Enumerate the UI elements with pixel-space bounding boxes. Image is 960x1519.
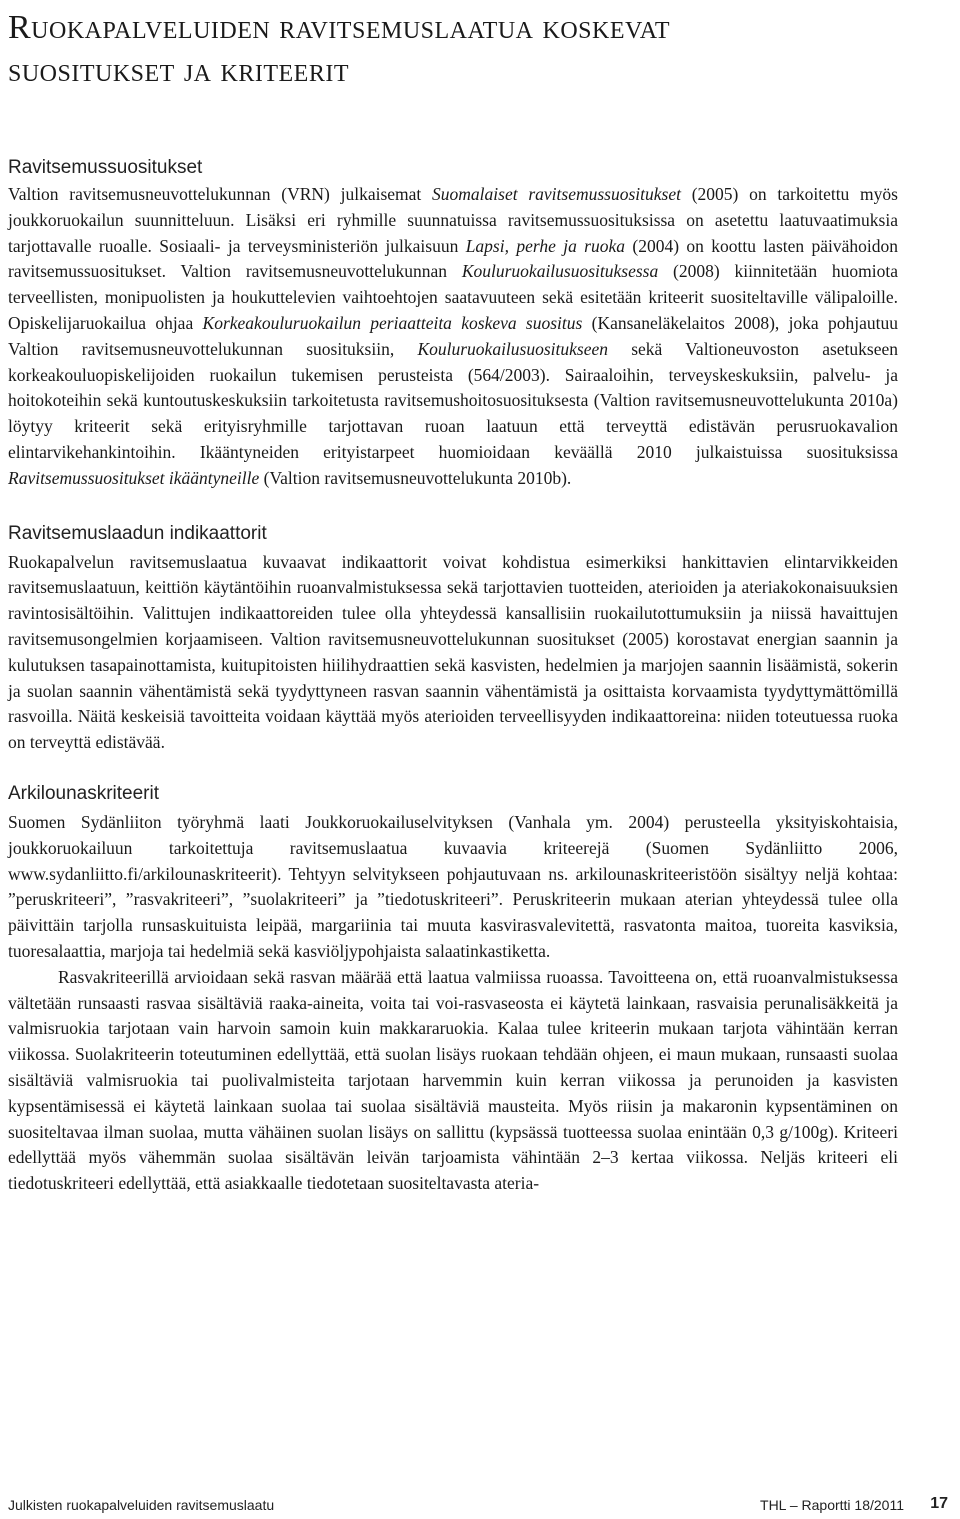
page-title <box>8 0 898 92</box>
italic-title-run: Kouluruokailusuositukseen <box>417 338 608 359</box>
text-run: (2008) kiinnitetään huomiota terveellisten, monipuolisten ja houkuttelevien vaihtoehtojen saatavuuteen sekä esitetään kriteerit suositeltaville välipaloille. Opiskelijaruokailua ohjaa <box>8 261 899 333</box>
section-paragraph <box>8 810 898 965</box>
section-ravitsemuslaadun-indikaattorit <box>8 522 898 756</box>
text-run: (2005) on tarkoitettu myös joukkoruokailun suunnitteluun. Lisäksi eri ryhmille suunnatuissa ravitsemussuosituksissa on asetettu laatuvaatimuksia tarjottavalle ruoalle. Sosiaali- ja terveysministeriön julkaisuun <box>8 184 898 256</box>
page-number: 17 <box>930 1495 948 1512</box>
section-heading: Arkilounaskriteerit <box>8 782 159 804</box>
document-page <box>8 0 898 1197</box>
text-run: Suomen Sydänliiton työryhmä laati Joukkoruokailuselvityksen (Vanhala ym. 2004) perusteella yksityiskohtaisia, joukkoruokailuun tarkoitettuja ravitsemuslaatua kuvaavia kriteerejä (Suomen Sydänliitto 2006, www.sydanliitto.fi/arkilounaskriteerit). Tehtyyn selvitykseen pohjautuvaan ns. arkilounaskriteeristöön sisältyy neljä kohtaa: ”peruskriteeri”, ”rasvakriteeri”, ”suolakriteeri” ja ”tiedotuskriteeri”. Peruskriteerin mukaan aterian yhteydessä tulee olla päivittäin tarjolla runsaskuituista leipää, margariinia tai muuta kasvirasvalevitettä, rasvatonta maitoa, tuoreita kasviksia, tuoresalaattia, marjoja tai hedelmiä sekä kasviöljypohjaista salaatinkastiketta. <box>8 811 898 961</box>
italic-title-run: Kouluruokailusuosituksessa <box>461 261 659 282</box>
section-ravitsemussuositukset <box>8 156 898 492</box>
text-run: Valtion ravitsemusneuvottelukunnan (VRN) julkaisemat <box>8 184 433 204</box>
text-run: (Valtion ravitsemusneuvottelukunta 2010b). <box>259 467 572 488</box>
text-run: sekä Valtioneuvoston asetukseen korkeakouluopiskelijoiden ruokailun tukemisen perusteista (564/2003). Sairaaloihin, terveyskeskuksiin, palvelu- ja hoitokoteihin sekä kuntoutuskeskuksiin tarkoitetusta ravitsemushoitosuosituksesta (Valtion ravitsemusneuvottelukunta 2010a) löytyy kriteerit sekä erityisryhmille tarjottavan ruoan laatuun että terveyttä edistävän perusruokavalion elintarvikehankintoihin. Ikääntyneiden erityistarpeet huomioidaan keväällä 2010 julkaistuissa suosituksissa <box>8 338 899 462</box>
text-run: (Kansaneläkelaitos 2008), joka pohjautuu Valtion ravitsemusneuvottelukunnan suosituksiin, <box>8 312 898 359</box>
italic-title-run: Korkeakouluruokailun periaatteita koskeva suositus <box>202 312 583 333</box>
section-paragraph <box>8 965 898 1197</box>
page-title-line-1: Ruokapalveluiden ravitsemuslaatua koskevat <box>8 9 671 46</box>
italic-title-run: Lapsi, perhe ja ruoka <box>465 235 626 256</box>
italic-title-run: Ravitsemussuositukset ikääntyneille <box>8 467 260 488</box>
section-heading: Ravitsemussuositukset <box>8 157 203 178</box>
text-run: Ruokapalvelun ravitsemuslaatua kuvaavat indikaattorit voivat kohdistua esimerkiksi hankittavien elintarvikkeiden ravitsemuslaatuun, keittiön käytäntöihin ruoanvalmistuksessa sekä tarjottavien tuotteiden, aterioiden ja ateriakokonaisuuksien ravintosisältöihin. Valittujen indikaattoreiden tulee olla yhteydessä kansallisiin ruokailutottumuksiin ja niissä havaittujen ravitsemusongelmien korjaamiseen. Valtion ravitsemusneuvottelukunnan suositukset (2005) korostavat energian saannin ja kulutuksen tasapainottamista, kuitupitoisten hiilihydraattien sekä kasvisten, hedelmien ja marjojen saannin lisäämistä, sokerin ja suolan saannin vähentämistä sekä tyydyttyneen rasvan saannin vähentämistä ja osittaista korvaamista tyydyttymättömillä rasvoilla. Näitä keskeisiä tavoitteita voidaan käyttää myös aterioiden terveellisyyden indikaattoreina: niiden toteutuessa ruoka on terveyttä edistävää. <box>8 551 898 753</box>
section-paragraph <box>8 550 898 756</box>
footer-report-number: THL – Raportti 18/2011 <box>760 1497 904 1513</box>
page-footer <box>8 1497 948 1519</box>
text-run: Rasvakriteerillä arvioidaan sekä rasvan määrää että laatua valmiissa ruoassa. Tavoitteena on, että ruoanvalmistuksessa vältetään runsaasti rasvaa sisältäviä raaka-aineita, voita tai voi-rasvaseosta ei käytetä lainkaan, rasvaisia perunalisäkkeitä ja valmisruokia tarjotaan vain harvoin samoin kuin makkararuokia. Kalaa tulee kriteerin mukaan tarjota vähintään kerran viikossa. Suolakriteerin toteutuminen edellyttää, että suolan lisäys ruokaan tehdään ohjeen, ei maun mukaan, runsaasti suolaa sisältäviä valmisruokia tai puolivalmisteita tarjotaan harvemmin kuin kerran viikossa ja perunoiden ja kasvisten kypsentämisessä ei käytetä lainkaan suolaa tai suolaa sisältäviä mausteita. Myös riisin ja makaronin kypsentäminen on suositeltavaa ilman suolaa, mutta vähäinen suolan lisäys on sallittu (kypsässä tuotteessa suolaa enintään 0,3 g/100g). Kriteeri edellyttää myös vähemmän suolaa sisältävän leivän tarjoamista vähintään 2–3 kertaa viikossa. Neljäs kriteeri eli tiedotuskriteeri edellyttää, että asiakkaalle tiedotetaan suositeltavasta ateria- <box>8 966 898 1194</box>
page-title-line-2: suositukset ja kriteerit <box>8 52 349 89</box>
italic-title-run: Suomalaiset ravitsemussuositukset <box>432 184 681 204</box>
section-arkilounaskriteerit <box>8 782 898 1197</box>
text-run: (2004) on koottu lasten päivähoidon ravitsemussuositukset. Valtion ravitsemusneuvottelukunnan <box>8 235 898 282</box>
section-paragraph <box>8 182 898 492</box>
section-heading: Ravitsemuslaadun indikaattorit <box>8 522 267 544</box>
footer-publication-title: Julkisten ruokapalveluiden ravitsemuslaatu <box>8 1497 275 1513</box>
